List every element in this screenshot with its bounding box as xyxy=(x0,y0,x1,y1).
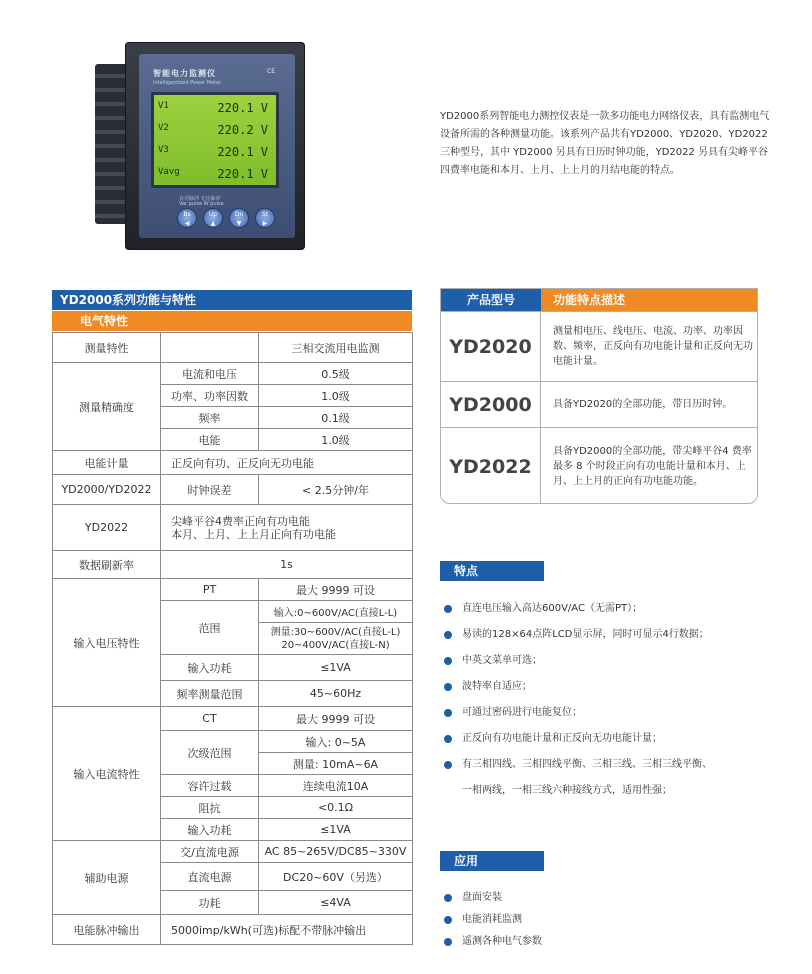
cell-value: <0.1Ω xyxy=(259,797,413,819)
row-label: 测量特性 xyxy=(53,333,161,363)
cell-value: 连续电流10A xyxy=(259,775,413,797)
cell-name: 交/直流电源 xyxy=(161,841,259,863)
table-row xyxy=(53,841,413,863)
cell-value: 1.0级 xyxy=(259,429,413,451)
cell-name: 阻抗 xyxy=(161,797,259,819)
col-desc-header: 功能特点描述 xyxy=(541,289,758,311)
meter-button-up: Up ▲ xyxy=(203,208,223,228)
row-label: 数据刷新率 xyxy=(53,551,161,579)
list-item: 波特率自适应； xyxy=(444,674,712,700)
table-row xyxy=(53,505,413,551)
cell-name: 直流电源 xyxy=(161,863,259,891)
cell-value: 尖峰平谷4费率正向有功电能 本月、上月、上上月正向有功电能 xyxy=(161,505,413,551)
row-label: YD2000/YD2022 xyxy=(53,475,161,505)
table-row xyxy=(441,427,758,504)
meter-brand-cn: 智能电力监测仪 xyxy=(153,69,216,78)
cell-name: 频率测量范围 xyxy=(161,681,259,707)
meter-brand-en: Intelligentized Power Meter xyxy=(153,80,222,86)
cell-value: ≤4VA xyxy=(259,891,413,915)
list-item: 电能消耗监测 xyxy=(444,909,542,931)
pulse-led-label-en: Var pulse W pulse xyxy=(179,201,224,207)
table-row xyxy=(53,475,413,505)
cell-name: 频率 xyxy=(161,407,259,429)
cell-name: 功耗 xyxy=(161,891,259,915)
cell-value: 1.0级 xyxy=(259,385,413,407)
cell-value: ≤1VA xyxy=(259,655,413,681)
cell-value: 输入:0~600V/AC(直接L-L) xyxy=(259,601,413,623)
meter-button-dn: Dn ▼ xyxy=(229,208,249,228)
spec-section-subtitle: 电气特性 xyxy=(52,311,412,331)
col-model-header: 产品型号 xyxy=(441,289,541,311)
cell-value: 三相交流用电监测 xyxy=(259,333,413,363)
product-desc: 具备YD2000的全部功能，带尖峰平谷4 费率最多 8 个时段正向有功电能计量和本月、上月、上上月的正向有功电能功能。 xyxy=(553,446,752,487)
cell-name: 范围 xyxy=(161,601,259,655)
cell-value: < 2.5分钟/年 xyxy=(259,475,413,505)
cell-name: 电流和电压 xyxy=(161,363,259,385)
cell-name: 电能 xyxy=(161,429,259,451)
cell-value: 5000imp/kWh(可选)标配不带脉冲输出 xyxy=(161,915,413,945)
table-row xyxy=(53,707,413,731)
cell-value: 最大 9999 可设 xyxy=(259,579,413,601)
product-desc: 具备YD2020的全部功能，带日历时钟。 xyxy=(553,399,733,410)
row-label: 辅助电源 xyxy=(53,841,161,915)
product-model: YD2020 xyxy=(441,312,541,381)
row-label: 电能计量 xyxy=(53,451,161,475)
cell-name: PT xyxy=(161,579,259,601)
row-label: 输入电流特性 xyxy=(53,707,161,841)
list-item: 可通过密码进行电能复位； xyxy=(444,700,712,726)
list-item: 遥测各种电气参数 xyxy=(444,931,542,953)
cell-name: 时钟误差 xyxy=(161,475,259,505)
cell-name: 输入功耗 xyxy=(161,819,259,841)
table-row xyxy=(53,451,413,475)
cell-value: 正反向有功、正反向无功电能 xyxy=(161,451,413,475)
row-label: 电能脉冲输出 xyxy=(53,915,161,945)
product-model: YD2000 xyxy=(441,382,541,427)
cell-value: 测量: 10mA~6A xyxy=(259,753,413,775)
cell-value: 测量:30~600V/AC(直接L-L) 20~400V/AC(直接L-N) xyxy=(259,623,413,655)
cell-name: 次级范围 xyxy=(161,731,259,775)
cell-value: 45~60Hz xyxy=(259,681,413,707)
pulse-led-label: 有功脉冲 无功脉冲 xyxy=(179,196,221,202)
cell-value: 0.5级 xyxy=(259,363,413,385)
intro-paragraph: YD2000系列智能电力测控仪表是一款多功能电力网络仪表，具有监测电气设备所需的各种测量功能。该系列产品共有YD2000、YD2020、YD2022 三种型号，其中 YD2000 另具有日历时钟功能，YD2022 另具有尖峰平谷四费率电能和本月、上月、上上月的月结电能的特点。 xyxy=(440,111,770,176)
electrical-spec-table xyxy=(52,332,413,945)
product-model: YD2022 xyxy=(441,428,541,504)
cell-value: 输入: 0~5A xyxy=(259,731,413,753)
meter-button-st: St ▶ xyxy=(255,208,275,228)
table-row xyxy=(53,579,413,601)
row-label: YD2022 xyxy=(53,505,161,551)
cell-name: CT xyxy=(161,707,259,731)
product-desc: 测量相电压、线电压、电流、功率、功率因数、频率，正反向有功电能计量和正反向无功电能计量。 xyxy=(553,326,753,367)
row-label: 测量精确度 xyxy=(53,363,161,451)
meter-terminal-block xyxy=(95,64,129,224)
row-label: 输入电压特性 xyxy=(53,579,161,707)
table-row xyxy=(53,333,413,363)
table-row xyxy=(53,915,413,945)
spec-section-title: YD2000系列功能与特性 xyxy=(52,290,412,310)
list-item: 正反向有功电能计量和正反向无功电能计量； xyxy=(444,726,712,752)
cell-value: 1s xyxy=(161,551,413,579)
cell-value: 最大 9999 可设 xyxy=(259,707,413,731)
list-item: 直连电压输入高达600V/AC（无需PT）； xyxy=(444,596,712,622)
product-model-table xyxy=(440,288,758,504)
product-table-header xyxy=(441,289,758,311)
cell-name: 容许过载 xyxy=(161,775,259,797)
list-item: 易读的128×64点阵LCD显示屏，同时可显示4行数据； xyxy=(444,622,712,648)
applications-list xyxy=(444,887,542,953)
cell-name: 功率、功率因数 xyxy=(161,385,259,407)
table-row xyxy=(441,311,758,381)
meter-button-bs: Bs ◀ xyxy=(177,208,197,228)
cell-name: 输入功耗 xyxy=(161,655,259,681)
list-item-continuation: 一相两线，一相三线六种接线方式，适用性强； xyxy=(462,785,672,796)
table-row xyxy=(53,363,413,385)
cell-value: AC 85~265V/DC85~330V xyxy=(259,841,413,863)
list-item: 有三相四线、三相四线平衡、三相三线、三相三线平衡、 xyxy=(444,752,712,778)
features-title: 特点 xyxy=(440,561,544,581)
list-item: 盘面安装 xyxy=(444,887,542,909)
meter-lcd-display: V1 220.1 V V2 220.2 V V3 220.1 V Vavg 220.1 V xyxy=(151,92,279,188)
ce-mark: CE xyxy=(267,68,275,75)
table-row xyxy=(53,551,413,579)
meter-product-photo xyxy=(95,42,313,252)
cell-value: 0.1级 xyxy=(259,407,413,429)
applications-title: 应用 xyxy=(440,851,544,871)
table-row xyxy=(441,381,758,427)
features-list xyxy=(444,596,712,804)
cell-value: DC20~60V（另选） xyxy=(259,863,413,891)
cell-value: ≤1VA xyxy=(259,819,413,841)
list-item: 中英文菜单可选； xyxy=(444,648,712,674)
